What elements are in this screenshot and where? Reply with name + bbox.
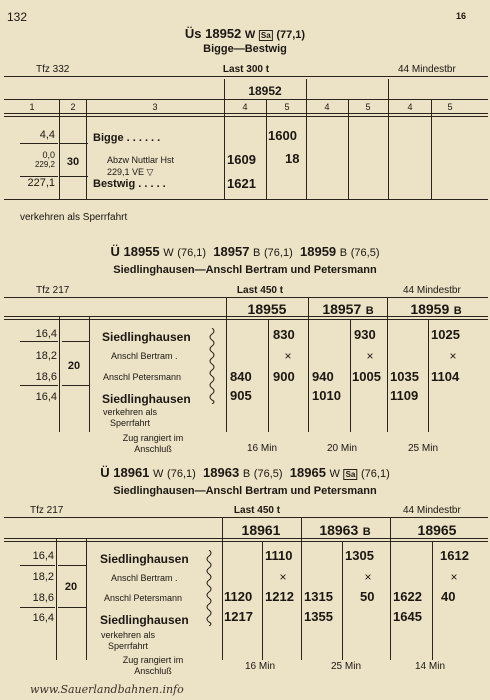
s2-c-r3b: 1104 — [431, 369, 460, 384]
s2-c-r2: × — [449, 349, 457, 363]
s2-c-duration: 25 Min — [407, 443, 439, 454]
s1-col-5c: 5 — [447, 102, 453, 112]
s2-km-3: 18,6 — [35, 371, 57, 383]
s2-km-1: 16,4 — [35, 328, 57, 340]
s2-b-r3a: 940 — [312, 369, 334, 384]
s3-brems: 44 Mindestbr — [403, 505, 461, 516]
s3-t2: 18963 — [203, 465, 240, 480]
s1-col-5a: 5 — [284, 102, 290, 112]
s1-time-18: 18 — [285, 151, 300, 166]
s2-km-2: 18,2 — [35, 350, 57, 362]
s3-tfz: Tfz 217 — [30, 505, 64, 516]
s3-station-1: Siedlinghausen — [100, 552, 189, 566]
s3-note-4: Anschluß — [134, 666, 172, 676]
s2-station-3: Anschl Petersmann — [103, 372, 182, 382]
s3-t3-km: (76,1) — [360, 468, 390, 480]
s3-b-duration: 25 Min — [330, 661, 362, 672]
s3-sa-badge: Sa — [345, 470, 356, 479]
s2-b-r4: 1010 — [312, 388, 341, 403]
page-number-left: 132 — [7, 10, 28, 24]
s1-sa-badge: Sa — [260, 31, 271, 40]
s1-train-header: 18952 — [248, 84, 282, 98]
s1-note: verkehren als Sperrfahrt — [20, 212, 128, 223]
s2-t2: 18957 — [213, 244, 250, 259]
s3-c-duration: 14 Min — [414, 661, 446, 672]
s3-a-duration: 16 Min — [244, 661, 276, 672]
s3-a-r2: × — [279, 570, 287, 584]
s1-last: Last 300 t — [222, 64, 270, 75]
s3-station-4: Siedlinghausen — [100, 613, 189, 627]
s3-header-18963: 18963 B — [319, 522, 371, 538]
s1-title — [185, 26, 305, 41]
s2-t2-km: (76,1) — [264, 247, 293, 259]
s3-c-r3b: 40 — [441, 589, 456, 604]
s3-a-r3a: 1120 — [224, 589, 253, 604]
s3-b-r2: × — [364, 570, 372, 584]
s2-c-r3a: 1035 — [390, 369, 419, 384]
s3-t1-km: (76,1) — [167, 468, 196, 480]
s2-c-r1: 1025 — [431, 327, 460, 342]
s1-km-abzw: 0,0 — [42, 150, 55, 160]
s3-c-r3a: 1622 — [393, 589, 422, 604]
s3-t3: 18965 — [289, 465, 326, 480]
s1-station-ve: 229,1 VE ▽ — [107, 167, 154, 177]
s1-station-abzw: Abzw Nuttlar Hst — [107, 155, 175, 165]
s2-title — [110, 244, 379, 259]
s2-a-r3b: 900 — [273, 369, 295, 384]
s3-note-3: Zug rangiert im — [122, 655, 184, 665]
s3-station-3: Anschl Petersmann — [104, 593, 183, 603]
s2-t1-w: W — [163, 247, 174, 259]
s2-tfz: Tfz 217 — [36, 285, 70, 296]
s3-last: Last 450 t — [233, 505, 281, 516]
s3-speed: 20 — [64, 581, 78, 593]
s2-header-18957: 18957 B — [322, 301, 374, 317]
s2-b-duration: 20 Min — [326, 443, 358, 454]
s1-col-5b: 5 — [365, 102, 371, 112]
s2-t3: 18959 — [300, 244, 337, 259]
s3-a-r4: 1217 — [224, 609, 253, 624]
s1-col-4b: 4 — [324, 102, 330, 112]
s1-km: (77,1) — [276, 29, 306, 41]
s2-t3-b: B — [339, 247, 348, 259]
s2-a-r3a: 840 — [230, 369, 252, 384]
s3-note-2: Sperrfahrt — [107, 641, 149, 651]
s2-note-2: Sperrfahrt — [109, 418, 151, 428]
s1-brems: 44 Mindestbr — [398, 64, 456, 75]
s2-note-1: verkehren als — [102, 407, 158, 417]
s2-a-r2: × — [284, 349, 292, 363]
s3-station-2: Anschl Bertram . — [111, 573, 178, 583]
s3-c-r4: 1645 — [393, 609, 422, 624]
s2-header-18959: 18959 B — [410, 301, 462, 317]
s2-station-1: Siedlinghausen — [102, 330, 191, 344]
s1-time-1609: 1609 — [227, 152, 256, 167]
s1-col-4a: 4 — [242, 102, 248, 112]
s3-km-3: 18,6 — [32, 592, 54, 604]
s3-b-r1: 1305 — [345, 548, 374, 563]
s2-brems: 44 Mindestbr — [403, 285, 461, 296]
s1-train-number: Üs 18952 — [184, 26, 242, 41]
s2-a-r1: 830 — [273, 327, 295, 342]
s1-w: W — [244, 29, 256, 41]
s3-b-r3b: 50 — [360, 589, 375, 604]
s1-route: Bigge—Bestwig — [203, 43, 287, 55]
s2-note-4: Anschluß — [134, 444, 172, 454]
s2-station-4: Siedlinghausen — [102, 392, 191, 406]
s3-t1-w: W — [153, 468, 164, 480]
s2-a-duration: 16 Min — [246, 443, 278, 454]
s3-t2-km: (76,5) — [253, 468, 283, 480]
s2-note-3: Zug rangiert im — [122, 433, 184, 443]
s1-col-2: 2 — [70, 102, 76, 112]
s3-km-1: 16,4 — [32, 550, 54, 562]
s1-col-3: 3 — [152, 102, 158, 112]
s2-t3-km: (76,5) — [350, 247, 380, 259]
s2-header-18955: 18955 — [247, 301, 287, 317]
page-number-right: 16 — [456, 11, 467, 21]
s1-station-bigge: Bigge . . . . . . — [93, 132, 161, 144]
s1-station-bestwig: Bestwig . . . . . — [93, 178, 166, 190]
s2-t1: Ü 18955 — [110, 244, 160, 259]
s1-km-bigge: 4,4 — [39, 129, 55, 141]
s2-t2-b: B — [253, 247, 261, 259]
s2-t1-km: (76,1) — [177, 247, 207, 259]
s2-speed: 20 — [67, 360, 81, 372]
s3-header-18961: 18961 — [241, 522, 281, 538]
s3-header-18965: 18965 — [417, 522, 457, 538]
s1-km-ve: 229,2 — [34, 160, 55, 169]
s3-t1: Ü 18961 — [100, 465, 150, 480]
s3-note-1: verkehren als — [100, 630, 156, 640]
s3-t2-b: B — [242, 468, 251, 480]
s1-tfz: Tfz 332 — [36, 64, 70, 75]
s2-route: Siedlinghausen—Anschl Bertram und Petersmann — [113, 264, 377, 276]
s3-b-r3a: 1315 — [304, 589, 333, 604]
s3-a-r3b: 1212 — [265, 589, 294, 604]
s2-last: Last 450 t — [236, 285, 284, 296]
s1-speed: 30 — [66, 156, 80, 168]
s1-time-1621: 1621 — [227, 176, 256, 191]
s3-km-4: 16,4 — [32, 612, 54, 624]
s3-b-r4: 1355 — [304, 609, 333, 624]
s3-km-2: 18,2 — [32, 571, 54, 583]
s2-km-4: 16,4 — [35, 391, 57, 403]
s3-c-r1: 1612 — [440, 548, 469, 563]
s1-col-1: 1 — [29, 102, 35, 112]
s1-col-4c: 4 — [407, 102, 413, 112]
s3-c-r2: × — [450, 570, 458, 584]
s2-b-r2: × — [366, 349, 374, 363]
s2-c-r4: 1109 — [390, 388, 419, 403]
wavy-line-icon — [205, 550, 213, 626]
s2-b-r1: 930 — [354, 327, 376, 342]
s2-b-r3b: 1005 — [352, 369, 381, 384]
s3-route: Siedlinghausen—Anschl Bertram und Petersmann — [113, 485, 377, 497]
s3-a-r1: 1110 — [265, 548, 293, 563]
s2-station-2: Anschl Bertram . — [111, 351, 178, 361]
watermark: www.Sauerlandbahnen.info — [30, 683, 184, 696]
wavy-line-icon — [208, 328, 216, 404]
s1-time-1600: 1600 — [268, 128, 297, 143]
s3-title — [100, 465, 389, 480]
s2-a-r4: 905 — [230, 388, 252, 403]
s1-km-bestwig: 227,1 — [27, 177, 55, 189]
s3-t3-w: W — [329, 468, 340, 480]
